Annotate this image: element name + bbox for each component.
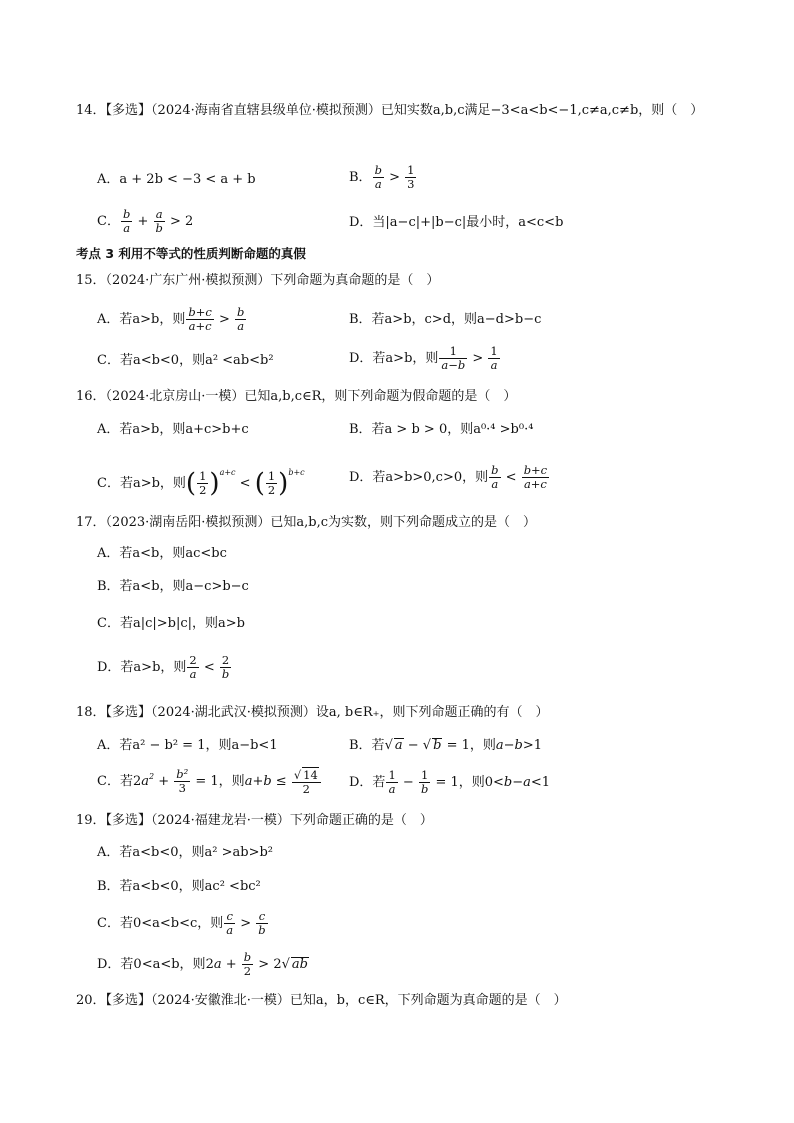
q19-option-c: C．若0<a<b<c，则 $\frac{c}{a}$ > $\frac{c}{b}$ — [97, 909, 266, 937]
section-title: 考点 3 利用不等式的性质判断命题的真假 — [76, 246, 306, 261]
q17-option-b: B．若a<b，则a−c>b−c — [97, 579, 249, 594]
q14-stem: 14．【多选】（2024·海南省直辖县级单位·模拟预测）已知实数a,b,c满足−3<a<b<−1,c≠a,c≠b，则（ ） — [76, 103, 704, 118]
q18-option-d: D．若 $\frac{1}{a}$ − $\frac{1}{b}$ = 1，则0<b−a<1 — [349, 768, 551, 796]
q16-option-b: B．若a > b > 0，则a⁰·⁴ >b⁰·⁴ — [349, 422, 534, 437]
q19-option-d: D．若0<a<b，则2a + $\frac{b}{2}$ > 2√ ab — [97, 950, 308, 978]
q17-option-d: D．若a>b，则 $\frac{2}{a}$ < $\frac{2}{b}$ — [97, 653, 230, 681]
q17-stem: 17．（2023·湖南岳阳·模拟预测）已知a,b,c为实数，则下列命题成立的是（ ） — [76, 515, 537, 530]
q15-option-b: B．若a>b，c>d，则a−d>b−c — [349, 312, 542, 327]
q18-option-b-label: B．若 — [349, 738, 385, 753]
q18-option-b: B．若√ a − √ b = 1，则a−b>1 — [349, 738, 542, 753]
q16-option-d-label: D．若a>b>0,c>0，则 — [349, 470, 489, 485]
q20-stem: 20．【多选】（2024·安徽淮北·一模）已知a，b，c∈R，下列命题为真命题的是（ ） — [76, 993, 567, 1008]
q14-option-b: B． $\frac{b}{a}$ > $\frac{1}{3}$ — [349, 163, 415, 191]
q18-option-a: A．若a² − b² = 1，则a−b<1 — [97, 738, 278, 753]
q15-option-a-label: A．若a>b，则 — [97, 312, 186, 327]
q16-stem: 16．（2024·北京房山·一模）已知a,b,c∈R，则下列命题为假命题的是（ ） — [76, 389, 517, 404]
q18-stem: 18．【多选】（2024·湖北武汉·模拟预测）设a, b∈R₊，则下列命题正确的有（ ） — [76, 705, 549, 720]
q19-option-b: B．若a<b<0，则ac² <bc² — [97, 879, 261, 894]
q19-option-c-label: C．若0<a<b<c，则 — [97, 916, 224, 931]
q15-option-c: C．若a<b<0，则a² <ab<b² — [97, 353, 274, 368]
q16-option-a: A．若a>b，则a+c>b+c — [97, 422, 249, 437]
q14-option-c-label: C． — [97, 214, 120, 229]
q18-option-c: C．若$2a^2$ + $\frac{\text{b²}}{3}$ = 1，则a+b ≤ $\frac{√ 14}{2}$ — [97, 766, 322, 796]
q16-option-c: C．若a>b，则( $\frac{1}{2}$ )$^{a+c}$ < ( $\frac{1}{2}$ )$^{b+c}$ — [97, 468, 305, 499]
q17-option-a: A．若a<b，则ac<bc — [97, 546, 227, 561]
q14-option-d: D．当|a−c|+|b−c|最小时，a<c<b — [349, 215, 564, 230]
q15-stem: 15．（2024·广东广州·模拟预测）下列命题为真命题的是（ ） — [76, 273, 440, 288]
q19-stem: 19．【多选】（2024·福建龙岩·一模）下列命题正确的是（ ） — [76, 813, 433, 828]
q15-option-d-label: D．若a>b，则 — [349, 351, 439, 366]
q17-option-c: C．若a|c|>b|c|，则a>b — [97, 616, 245, 631]
q18-option-c-label: C．若 — [97, 774, 133, 789]
q14-option-a: A．a + 2b < −3 < a + b — [97, 172, 256, 187]
q17-option-d-label: D．若a>b，则 — [97, 660, 187, 675]
q15-option-a: A．若a>b，则 $\frac{b+c}{a+c}$ > $\frac{b}{a}$ — [97, 305, 245, 333]
q19-option-a: A．若a<b<0，则a² >ab>b² — [97, 845, 274, 860]
q18-option-d-label: D．若 — [349, 775, 386, 790]
q15-option-d: D．若a>b，则 $\frac{1}{a-b}$ > $\frac{1}{a}$ — [349, 344, 498, 372]
q16-option-d: D．若a>b>0,c>0，则 $\frac{b}{a}$ < $\frac{b+c}{a+c}$ — [349, 463, 548, 491]
q14-option-c: C． $\frac{b}{a}$ + $\frac{a}{b}$ > 2 — [97, 207, 194, 235]
q16-option-c-label: C．若a>b，则 — [97, 476, 186, 491]
q14-option-b-label: B． — [349, 170, 372, 185]
q19-option-d-label: D．若0<a<b，则 — [97, 957, 206, 972]
